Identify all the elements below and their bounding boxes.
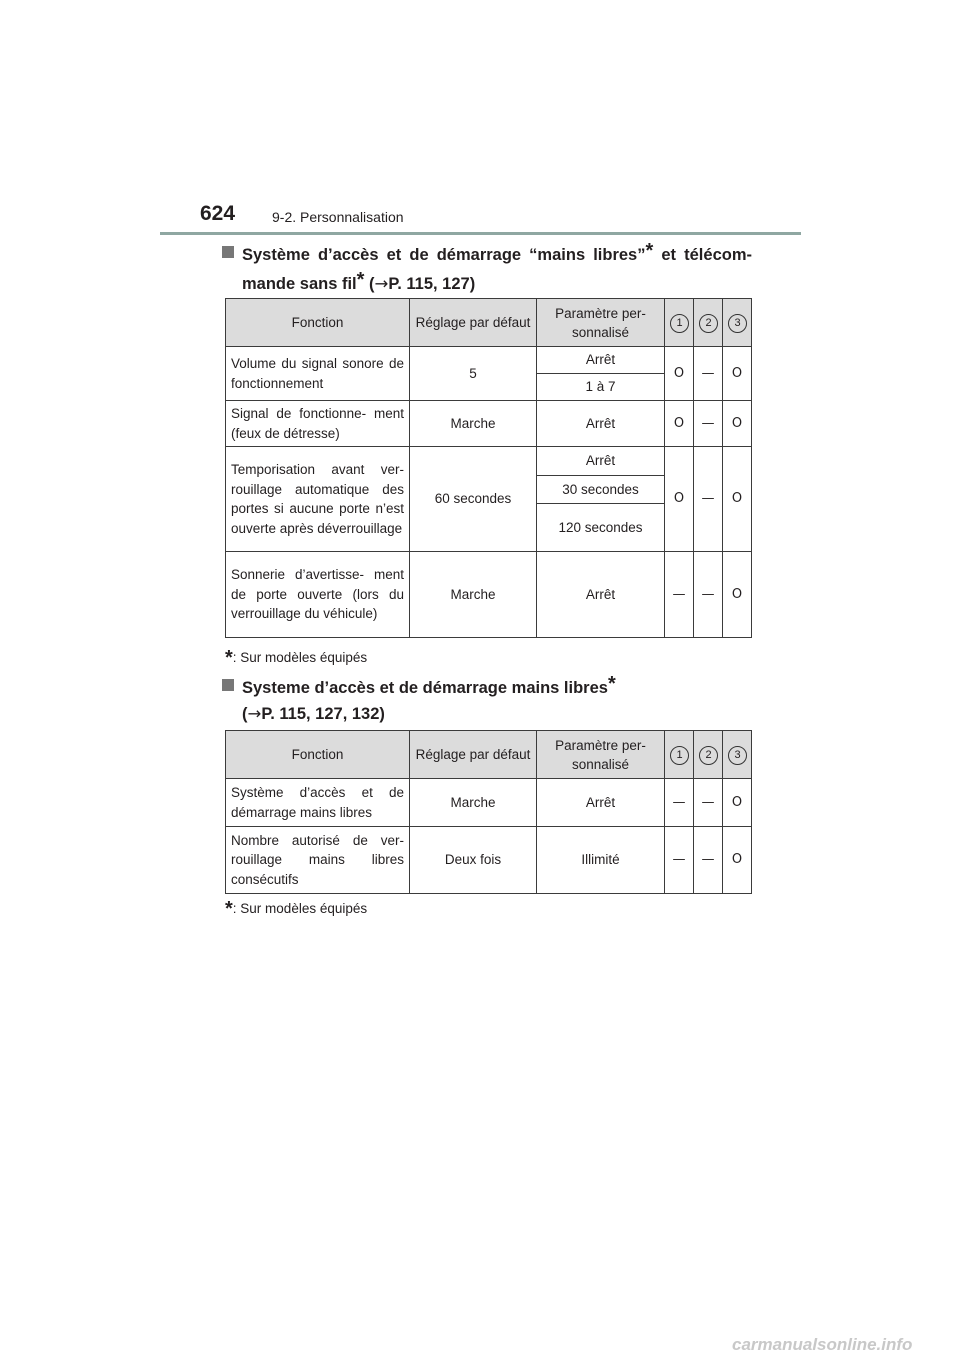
header-reglage: Réglage par défaut — [410, 731, 537, 779]
header-parametre: Paramètre per- sonnalisé — [537, 731, 665, 779]
cell-fonction: Temporisation avant ver- rouillage automatique des portes si aucune porte n’est ouverte après déverrouillage — [226, 447, 410, 552]
header-parametre: Paramètre per- sonnalisé — [537, 299, 665, 347]
square-bullet-icon — [222, 246, 234, 258]
cell-mark-1: O — [665, 347, 694, 401]
cell-mark-3: O — [723, 347, 752, 401]
cell-fonction: Volume du signal sonore de fonctionnement — [226, 347, 410, 401]
section2-heading — [222, 672, 752, 727]
header-fonction: Fonction — [226, 299, 410, 347]
cell-fonction: Système d’accès et de démarrage mains libres — [226, 779, 410, 827]
section1-title-line2: mande sans fil — [242, 275, 357, 293]
cell-defaut: 60 secondes — [410, 447, 537, 552]
asterisk-mark: * — [356, 269, 365, 291]
cell-defaut: 5 — [410, 347, 537, 401]
footnote-text: : Sur modèles équipés — [232, 901, 368, 916]
footnote-text: : Sur modèles équipés — [232, 650, 368, 665]
cell-defaut: Marche — [410, 552, 537, 638]
cell-defaut: Marche — [410, 779, 537, 827]
circled-number-1: 1 — [670, 746, 689, 765]
cell-mark-2: — — [694, 347, 723, 401]
asterisk-mark: * — [225, 898, 233, 920]
circled-number-3: 3 — [728, 746, 747, 765]
table-row — [226, 447, 752, 476]
cell-fonction: Nombre autorisé de ver- rouillage mains libres consécutifs — [226, 827, 410, 894]
section1-heading — [222, 239, 752, 297]
table-row — [226, 347, 752, 374]
settings-table-1 — [225, 298, 752, 638]
cell-defaut: Deux fois — [410, 827, 537, 894]
cell-mark-1: — — [665, 779, 694, 827]
cell-mark-2: — — [694, 447, 723, 552]
header-col3 — [723, 299, 752, 347]
footnote-2 — [225, 898, 367, 921]
circled-number-3: 3 — [728, 314, 747, 333]
circled-number-2: 2 — [699, 746, 718, 765]
header-col1 — [665, 731, 694, 779]
cell-mark-1: O — [665, 401, 694, 447]
section1-ref-open: ( — [364, 275, 375, 293]
table-row — [226, 827, 752, 894]
section2-ref-pages: P. 115, 127, 132) — [261, 705, 385, 723]
section1-title-line1: Système d’accès et de démarrage “mains libres” — [242, 246, 646, 264]
right-arrow-icon: → — [247, 704, 262, 723]
table-row — [226, 401, 752, 447]
header-col2 — [694, 299, 723, 347]
cell-defaut: Marche — [410, 401, 537, 447]
cell-param: 30 secondes — [537, 476, 665, 504]
header-col2 — [694, 731, 723, 779]
page-number: 624 — [200, 202, 236, 225]
cell-mark-1: O — [665, 447, 694, 552]
settings-table-2 — [225, 730, 752, 894]
header-rule — [160, 232, 801, 235]
asterisk-mark: * — [607, 673, 616, 695]
footnote-1 — [225, 647, 367, 670]
cell-mark-3: O — [723, 552, 752, 638]
section1-title-line1-end: et télécom- — [653, 246, 752, 264]
header-reglage: Réglage par défaut — [410, 299, 537, 347]
cell-param: 1 à 7 — [537, 374, 665, 401]
cell-mark-1: — — [665, 552, 694, 638]
cell-mark-3: O — [723, 401, 752, 447]
cell-mark-2: — — [694, 552, 723, 638]
asterisk-mark: * — [225, 647, 233, 669]
cell-mark-3: O — [723, 779, 752, 827]
circled-number-1: 1 — [670, 314, 689, 333]
watermark: carmanualsonline.info — [732, 1335, 913, 1354]
cell-mark-2: — — [694, 779, 723, 827]
section-title: 9-2. Personnalisation — [272, 209, 404, 225]
cell-param: Arrêt — [537, 779, 665, 827]
circled-number-2: 2 — [699, 314, 718, 333]
cell-mark-3: O — [723, 827, 752, 894]
cell-param: Arrêt — [537, 552, 665, 638]
section2-title-line1: Systeme d’accès et de démarrage mains libres — [242, 679, 608, 697]
asterisk-mark: * — [645, 240, 654, 262]
cell-param: Arrêt — [537, 447, 665, 476]
cell-fonction: Signal de fonctionne- ment (feux de détresse) — [226, 401, 410, 447]
cell-mark-3: O — [723, 447, 752, 552]
cell-param: Arrêt — [537, 347, 665, 374]
square-bullet-icon — [222, 679, 234, 691]
header-col3 — [723, 731, 752, 779]
section2-ref-open: ( — [242, 705, 248, 723]
header-fonction: Fonction — [226, 731, 410, 779]
cell-mark-2: — — [694, 401, 723, 447]
cell-mark-1: — — [665, 827, 694, 894]
table-row — [226, 552, 752, 638]
cell-param: Illimité — [537, 827, 665, 894]
table-row — [226, 779, 752, 827]
cell-param: 120 secondes — [537, 504, 665, 552]
header-col1 — [665, 299, 694, 347]
cell-fonction: Sonnerie d’avertisse- ment de porte ouverte (lors du verrouillage du véhicule) — [226, 552, 410, 638]
right-arrow-icon: → — [374, 274, 389, 293]
cell-mark-2: — — [694, 827, 723, 894]
cell-param: Arrêt — [537, 401, 665, 447]
section1-ref-pages: P. 115, 127) — [388, 275, 476, 293]
